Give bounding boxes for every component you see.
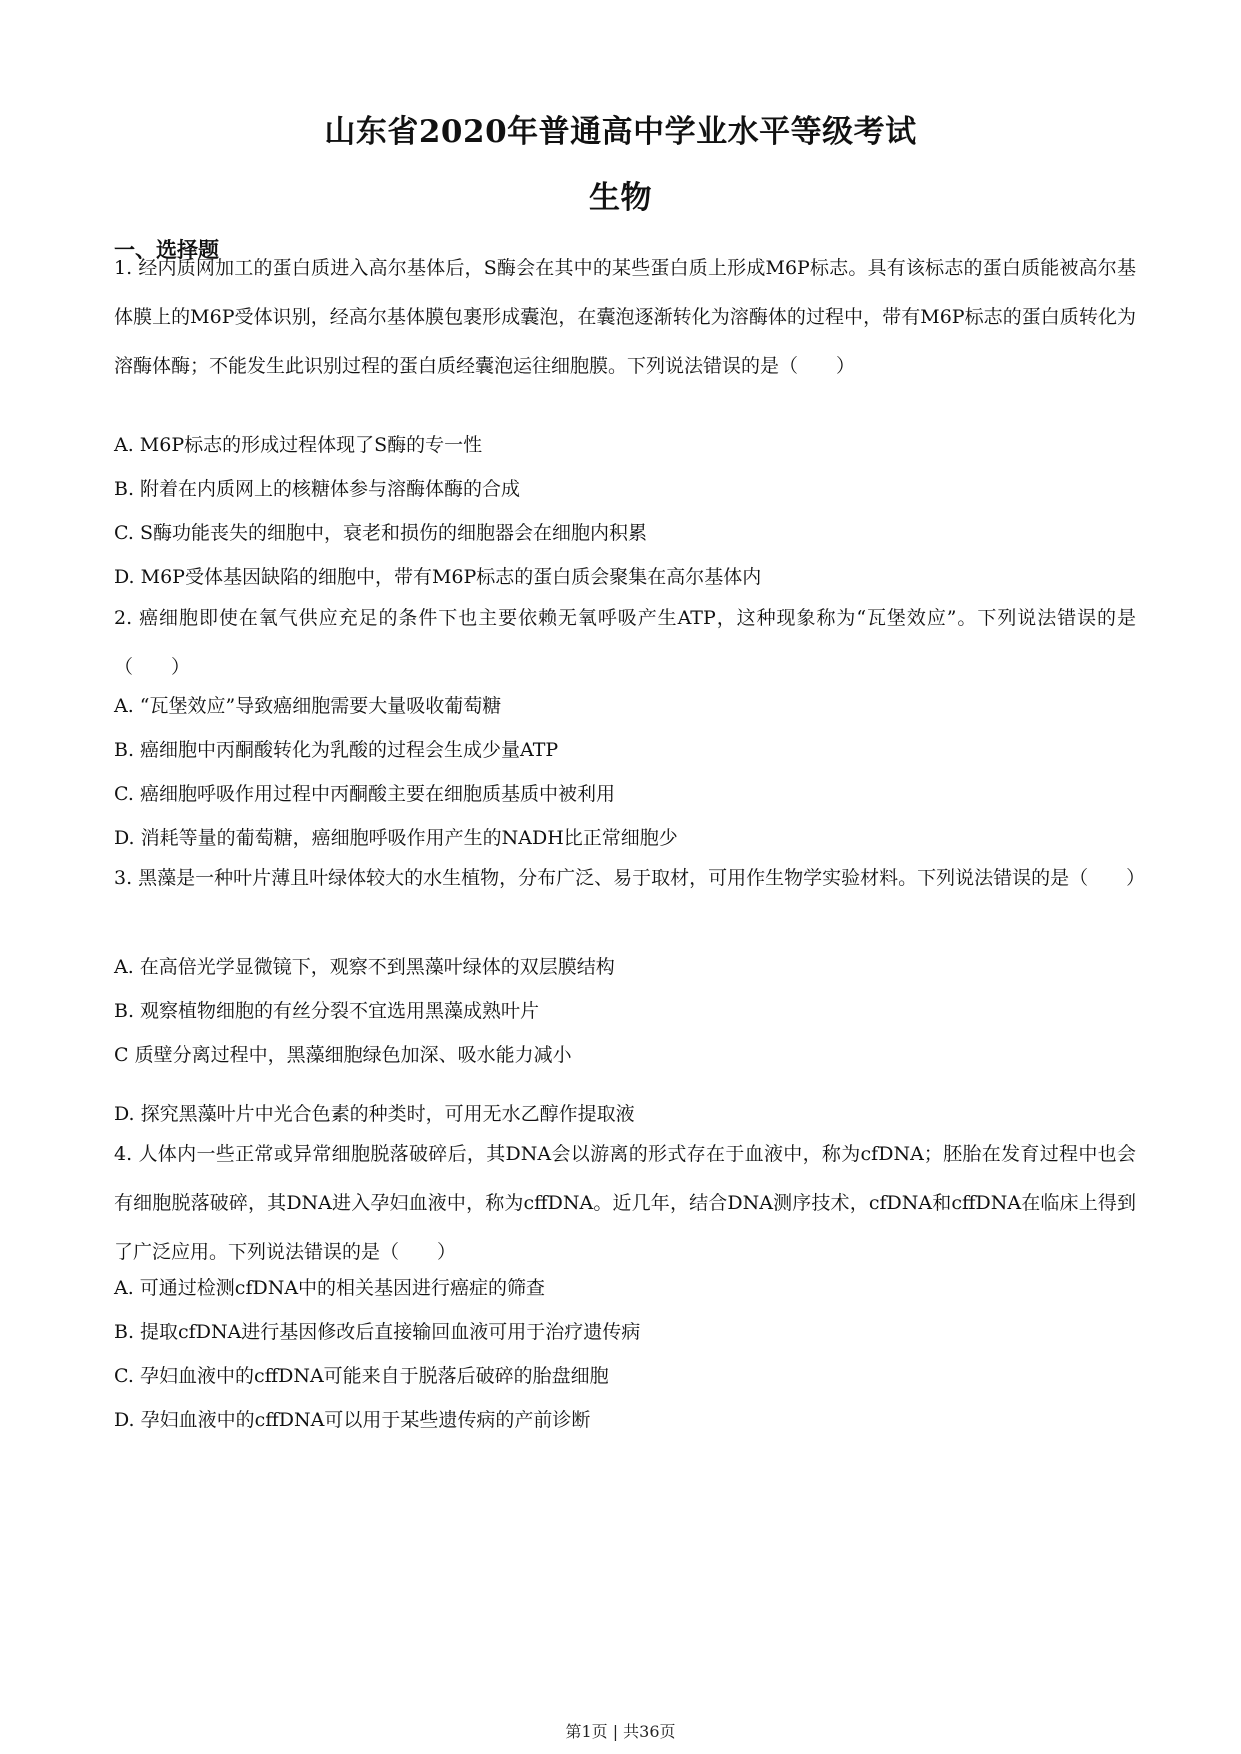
question-1-option-b: B. 附着在内质网上的核糖体参与溶酶体酶的合成: [114, 478, 521, 500]
question-3-option-c: C 质壁分离过程中，黑藻细胞绿色加深、吸水能力减小: [114, 1044, 572, 1066]
question-2-stem: 2. 癌细胞即使在氧气供应充足的条件下也主要依赖无氧呼吸产生ATP，这种现象称为“瓦堡效应”。下列说法错误的是（ ）: [114, 607, 1136, 678]
question-2-option-d: D. 消耗等量的葡萄糖，癌细胞呼吸作用产生的NADH比正常细胞少: [114, 827, 678, 849]
question-3-option-b: B. 观察植物细胞的有丝分裂不宜选用黑藻成熟叶片: [114, 1000, 540, 1022]
question-4-option-b: B. 提取cfDNA进行基因修改后直接输回血液可用于治疗遗传病: [114, 1321, 641, 1343]
question-4-option-c: C. 孕妇血液中的cffDNA可能来自于脱落后破碎的胎盘细胞: [114, 1365, 609, 1387]
question-4-option-d: D. 孕妇血液中的cffDNA可以用于某些遗传病的产前诊断: [114, 1409, 591, 1431]
question-1-option-c: C. S酶功能丧失的细胞中，衰老和损伤的细胞器会在细胞内积累: [114, 522, 647, 544]
section-heading: 一、选择题: [114, 237, 219, 262]
question-2-option-b: B. 癌细胞中丙酮酸转化为乳酸的过程会生成少量ATP: [114, 739, 559, 761]
subject-title: 生物: [589, 180, 652, 216]
question-2-option-a: A. “瓦堡效应”导致癌细胞需要大量吸收葡萄糖: [114, 695, 502, 717]
question-1-option-d: D. M6P受体基因缺陷的细胞中，带有M6P标志的蛋白质会聚集在高尔基体内: [114, 566, 762, 588]
question-3-option-d: D. 探究黑藻叶片中光合色素的种类时，可用无水乙醇作提取液: [114, 1103, 635, 1125]
question-3-stem: 3. 黑藻是一种叶片薄且叶绿体较大的水生植物，分布广泛、易于取材，可用作生物学实验材料。下列说法错误的是（ ）: [114, 867, 1146, 889]
question-3-option-a: A. 在高倍光学显微镜下，观察不到黑藻叶绿体的双层膜结构: [114, 956, 615, 978]
question-2-option-c: C. 癌细胞呼吸作用过程中丙酮酸主要在细胞质基质中被利用: [114, 783, 615, 805]
question-1-stem: 1. 经内质网加工的蛋白质进入高尔基体后，S酶会在其中的某些蛋白质上形成M6P标志。具有该标志的蛋白质能被高尔基体膜上的M6P受体识别，经高尔基体膜包裹形成囊泡，在囊泡逐渐转化为溶酶体的过程中，带有M6P标志的蛋白质转化为溶酶体酶；不能发生此识别过程的蛋白质经囊泡运往细胞膜。下列说法错误的是（ ）: [114, 257, 1136, 377]
question-1-option-a: A. M6P标志的形成过程体现了S酶的专一性: [114, 434, 483, 456]
page-footer: 第1页 | 共36页: [565, 1722, 676, 1741]
exam-title: 山东省2020年普通高中学业水平等级考试: [324, 114, 917, 150]
question-4-stem: 4. 人体内一些正常或异常细胞脱落破碎后，其DNA会以游离的形式存在于血液中，称为cfDNA；胚胎在发育过程中也会有细胞脱落破碎，其DNA进入孕妇血液中，称为cffDNA。近几年，结合DNA测序技术，cfDNA和cffDNA在临床上得到了广泛应用。下列说法错误的是（ ）: [114, 1143, 1136, 1263]
question-4-option-a: A. 可通过检测cfDNA中的相关基因进行癌症的筛查: [114, 1277, 546, 1299]
